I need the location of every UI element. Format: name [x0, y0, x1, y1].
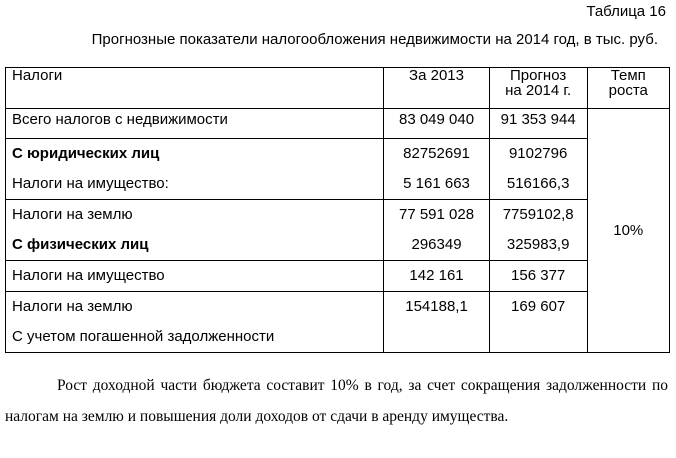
table-number: Таблица 16 [586, 3, 666, 20]
row-value-2013: 154188,1 [384, 292, 490, 353]
header-forecast: Прогноз на 2014 г. [489, 68, 587, 109]
tax-forecast-table [5, 67, 670, 353]
row-value-2014: 169 607 [489, 292, 587, 353]
table-row [6, 261, 670, 292]
row-value-2014: 156 377 [489, 261, 587, 292]
row-label: Всего налогов с недвижимости [6, 109, 384, 139]
table-row [6, 109, 670, 139]
row-value-2013: 83 049 040 [384, 109, 490, 139]
table-title: Прогнозные показатели налогообложения недвижимости на 2014 год, в тыс. руб. [91, 31, 658, 48]
header-growth-rate: Темп роста [587, 68, 669, 109]
row-value-2014: 91 353 944 [489, 109, 587, 139]
row-label: Налоги на землю С физических лиц [6, 200, 384, 261]
table-row [6, 292, 670, 353]
table-header-row [6, 68, 670, 109]
row-value-2014: 7759102,8 325983,9 [489, 200, 587, 261]
row-value-2014: 9102796 516166,3 [489, 139, 587, 200]
header-2013: За 2013 [384, 68, 490, 109]
row-label: С юридических лиц Налоги на имущество: [6, 139, 384, 200]
growth-rate-cell [587, 109, 669, 353]
row-label: Налоги на имущество [6, 261, 384, 292]
row-value-2013: 77 591 028 296349 [384, 200, 490, 261]
row-value-2013: 82752691 5 161 663 [384, 139, 490, 200]
growth-rate-value: 10% [613, 222, 644, 239]
header-taxes: Налоги [6, 68, 384, 109]
body-paragraph: Рост доходной части бюджета составит 10% в год, за счет сокращения задолженности по налогам на землю и повышения доли доходов от сдачи в аренду имущества. [5, 377, 668, 425]
table-row [6, 139, 670, 200]
row-value-2013: 142 161 [384, 261, 490, 292]
row-label: Налоги на землю С учетом погашенной задолженности [6, 292, 384, 353]
table-row [6, 200, 670, 261]
